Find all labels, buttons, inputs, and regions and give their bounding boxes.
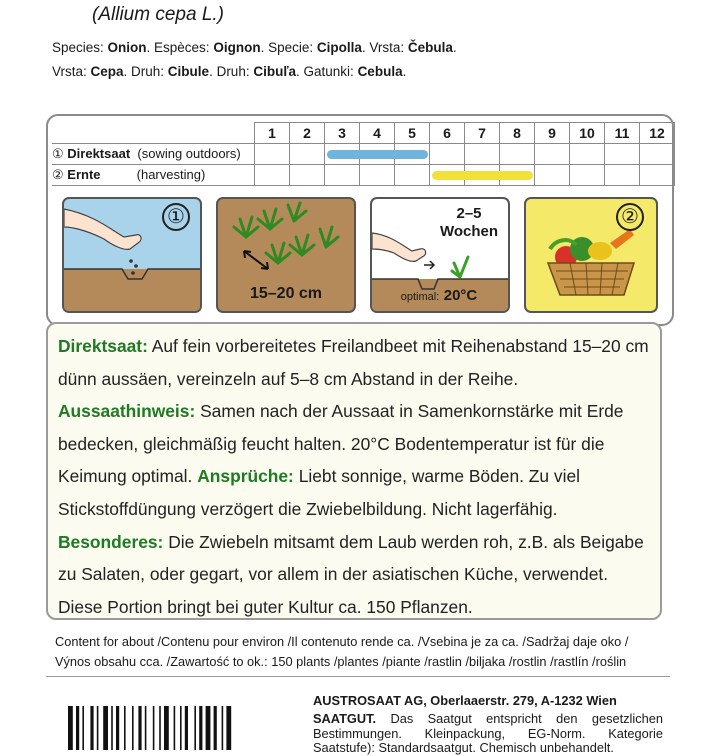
barcode-bar bbox=[132, 706, 134, 750]
month-7: 7 bbox=[465, 123, 500, 144]
barcode-bar bbox=[124, 706, 126, 750]
row-label-harvest: ② Ernte (harvesting) bbox=[52, 165, 255, 186]
barcode-bar bbox=[68, 706, 73, 750]
harvest-period-bar bbox=[432, 171, 533, 180]
month-2: 2 bbox=[290, 123, 325, 144]
barcode-bar bbox=[226, 706, 231, 750]
barcode-bar bbox=[222, 706, 224, 750]
row-spacing-label: 15–20 cm bbox=[249, 285, 323, 302]
barcode-bar bbox=[164, 706, 169, 750]
month-8: 8 bbox=[500, 123, 535, 144]
month-1: 1 bbox=[255, 123, 290, 144]
divider bbox=[46, 676, 670, 677]
content-line-1: Content for about /Contenu pour environ /Il contenuto rende ca. /Vsebina je za ca. /Sadržaj daje oko / bbox=[55, 634, 629, 649]
barcode-bar bbox=[76, 706, 79, 750]
barcode-bar bbox=[116, 706, 119, 750]
harvest-marker: ② bbox=[616, 203, 644, 231]
special-notes-heading: Besonderes: bbox=[58, 531, 164, 552]
species-line-1: Species: Onion. Espèces: Oignon. Specie: Cipolla. Vrsta: Čebula. bbox=[52, 40, 457, 55]
barcode bbox=[68, 706, 268, 750]
barcode-bar bbox=[111, 706, 113, 750]
month-6: 6 bbox=[430, 123, 465, 144]
weeks-number: 2–5 bbox=[456, 205, 482, 222]
company-address: AUSTROSAAT AG, Oberlaaerstr. 279, A-1232 Wien bbox=[313, 693, 617, 708]
germination-pictogram bbox=[370, 197, 510, 313]
month-9: 9 bbox=[535, 123, 570, 144]
yield-note: Diese Portion bringt bei guter Kultur ca. 150 Pflanzen. bbox=[58, 596, 473, 617]
barcode-bar bbox=[145, 706, 147, 750]
weeks-label: Wochen bbox=[439, 223, 499, 240]
barcode-bar bbox=[103, 706, 108, 750]
row-label-sowing: ① Direktsaat (sowing outdoors) bbox=[52, 144, 255, 165]
barcode-bar bbox=[214, 706, 217, 750]
sowing-pictogram bbox=[62, 197, 202, 313]
latin-name: (Allium cepa L.) bbox=[92, 4, 224, 25]
month-3: 3 bbox=[325, 123, 360, 144]
spacing-pictogram bbox=[216, 197, 356, 313]
barcode-bar bbox=[82, 706, 84, 750]
seedling-rows-icon bbox=[218, 199, 354, 279]
barcode-bar bbox=[97, 706, 99, 750]
barcode-bar bbox=[174, 706, 176, 750]
month-11: 11 bbox=[605, 123, 640, 144]
species-line-2: Vrsta: Cepa. Druh: Cibule. Druh: Cibuľa. Gatunki: Cebula. bbox=[52, 64, 407, 79]
requirements-heading: Ansprüche: bbox=[197, 466, 294, 487]
barcode-bar bbox=[199, 706, 202, 750]
optimal-temperature: optimal: 20°C bbox=[400, 287, 478, 304]
direct-sowing-heading: Direktsaat: bbox=[58, 336, 148, 356]
barcode-bar bbox=[138, 706, 141, 750]
month-12: 12 bbox=[640, 123, 675, 144]
sowing-period-bar bbox=[327, 150, 428, 159]
sowing-marker: ① bbox=[162, 203, 190, 231]
barcode-bar bbox=[185, 706, 188, 750]
harvest-pictogram bbox=[524, 197, 658, 313]
content-line-2: Výnos obsahu cca. /Zawartość to ok.: 150 plants /plantes /piante /rastlin /biljaka /rostlin /rastlín /roślin bbox=[55, 654, 627, 669]
seed-notice: SAATGUT. Das Saatgut entspricht den gesetzlichen Bestimmungen. Kleinpackung, EG-Norm. Kategorie Saatstufe): Standardsaatgut. Chemisch unbehandelt. bbox=[313, 711, 663, 755]
month-10: 10 bbox=[570, 123, 605, 144]
barcode-bar bbox=[180, 706, 182, 750]
barcode-bar bbox=[90, 706, 93, 750]
barcode-bar bbox=[153, 706, 155, 750]
barcode-bar bbox=[194, 706, 196, 750]
month-5: 5 bbox=[395, 123, 430, 144]
sowing-hint-heading: Aussaathinweis: bbox=[58, 401, 196, 422]
month-4: 4 bbox=[360, 123, 395, 144]
description-text: Direktsaat: Auf fein vorbereitetes Freilandbeet mit Reihenabstand 15–20 cm dünn aussäen, vereinzeln auf 5–8 cm Abstand in der Reihe. Aussaathinweis: Samen nach der Aussaat in Samenkornstärke mit Erde bedecken, gleichmäßig feucht halten. 20°C Bodentemperatur ist für die Keimung optimal. Ansprüche: Liebt sonnige, warme Böden. Zu viel Stickstoffdüngung verzögert die Zwiebelbildung. Nicht lagerfähig. Besonderes: Die Zwiebeln mitsamt dem Laub werden roh, z.B. als Beigabe zu Salaten, oder gegart, vor allem in der asiatischen Küche, verwendet. Diese Portion bringt bei guter Kultur ca. 150 Pflanzen. bbox=[58, 336, 649, 617]
barcode-bar bbox=[206, 706, 211, 750]
barcode-bar bbox=[159, 706, 161, 750]
